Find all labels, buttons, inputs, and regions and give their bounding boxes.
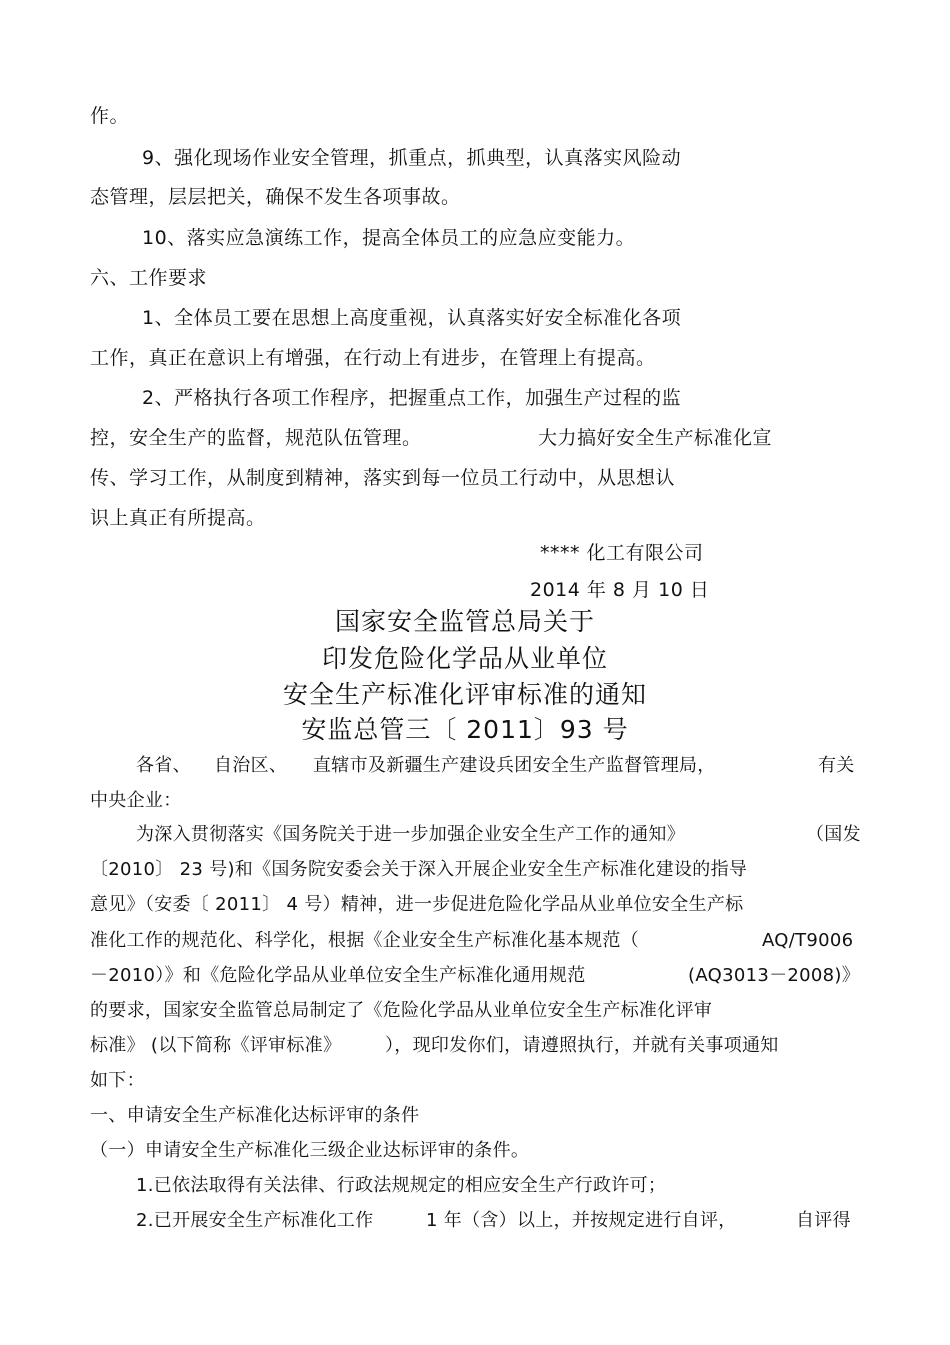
paragraph-line: 2、严格执行各项工作程序，把握重点工作，加强生产过程的监: [142, 387, 682, 409]
body-line: ），现印发你们，请遵照执行，并就有关事项通知: [385, 1035, 779, 1056]
paragraph-line: 态管理，层层把关，确保不发生各项事故。: [90, 186, 461, 208]
signature-company: **** 化工有限公司: [540, 542, 704, 564]
paragraph-line: 作。: [90, 105, 130, 127]
body-line: AQ/T9006: [762, 930, 854, 951]
list-item: 1 年（含）以上，并按规定进行自评，: [426, 1210, 737, 1231]
body-line: 意见》（安委〔 2011〕 4 号）精神，进一步促进危险化学品从业单位安全生产标: [90, 894, 744, 915]
body-line: 的要求，国家安全监管总局制定了《危险化学品从业单位安全生产标准化评审: [90, 1000, 713, 1021]
notice-document-number: 安监总管三〔 2011〕93 号: [301, 715, 629, 744]
addressee-part: 有关: [818, 755, 855, 776]
paragraph-line: 工作，真正在意识上有增强，在行动上有进步，在管理上有提高。: [90, 347, 656, 369]
list-item: 自评得: [796, 1210, 851, 1231]
paragraph-line: 10、落实应急演练工作，提高全体员工的应急应变能力。: [142, 227, 636, 249]
body-line: （国发: [806, 824, 861, 845]
paragraph-line: 大力搞好安全生产标准化宣: [538, 427, 773, 449]
body-line: 为深入贯彻落实《国务院关于进一步加强企业安全生产工作的通知》: [136, 824, 685, 845]
addressee-part: 各省、: [136, 755, 191, 776]
paragraph-line: 识上真正有所提高。: [90, 507, 266, 529]
notice-title-line: 印发危险化学品从业单位: [321, 644, 608, 673]
signature-date: 2014 年 8 月 10 日: [530, 579, 710, 601]
body-line: (AQ3013－2008)》: [688, 965, 861, 986]
body-line: 准化工作的规范化、科学化，根据《企业安全生产标准化基本规范（: [90, 930, 639, 951]
addressee-part: 自治区、: [214, 755, 288, 776]
body-line: 〔2010〕 23 号)和《国务院安委会关于深入开展企业安全生产标准化建设的指导: [90, 859, 748, 880]
body-line: 如下：: [90, 1070, 145, 1091]
addressee-cont: 中央企业：: [90, 790, 182, 811]
paragraph-line: 1、全体员工要在思想上高度重视，认真落实好安全标准化各项: [142, 307, 682, 329]
notice-title-line: 安全生产标准化评审标准的通知: [282, 680, 647, 709]
section-heading: 一、申请安全生产标准化达标评审的条件: [90, 1105, 420, 1126]
list-item: 1.已依法取得有关法律、行政法规规定的相应安全生产行政许可；: [136, 1175, 667, 1196]
section-heading: 六、工作要求: [90, 267, 208, 289]
body-line: －2010）》和《危险化学品从业单位安全生产标准化通用规范: [90, 965, 586, 986]
paragraph-line: 传、学习工作，从制度到精神，落实到每一位员工行动中，从思想认: [90, 467, 676, 489]
list-item: 2.已开展安全生产标准化工作: [136, 1210, 374, 1231]
subsection-heading: （一）申请安全生产标准化三级企业达标评审的条件。: [90, 1140, 530, 1161]
paragraph-line: 9、强化现场作业安全管理，抓重点，抓典型，认真落实风险动: [142, 147, 682, 169]
paragraph-line: 控，安全生产的监督，规范队伍管理。: [90, 427, 422, 449]
body-line: 标准》 (以下简称《评审标准》: [90, 1035, 342, 1056]
notice-title-line: 国家安全监管总局关于: [334, 607, 595, 636]
addressee-part: 直辖市及新疆生产建设兵团安全生产监督管理局，: [313, 755, 716, 776]
